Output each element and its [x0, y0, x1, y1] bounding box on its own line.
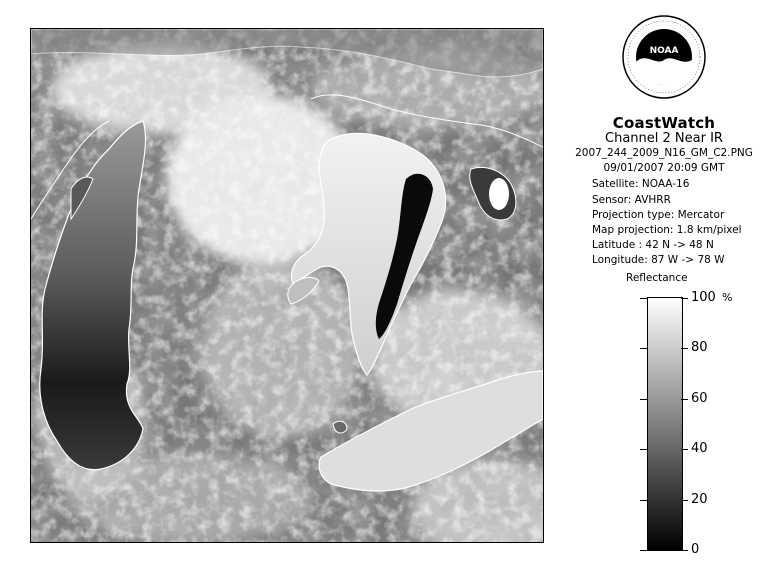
noaa-logo [621, 14, 707, 100]
satellite-label: Satellite: NOAA-16 [592, 178, 690, 190]
colorbar-tick-label: 0 [691, 542, 700, 557]
colorbar-tick-label: 80 [691, 340, 708, 356]
colorbar [647, 297, 683, 551]
logo-text: NOAA [649, 46, 679, 56]
colorbar-tick-label: 100 [691, 290, 716, 305]
georgian-bay-bright [489, 178, 509, 210]
longitude-label: Longitude: 87 W -> 78 W [592, 254, 725, 266]
colorbar-tick [681, 550, 688, 551]
colorbar-tick [640, 449, 647, 450]
latitude-label: Latitude : 42 N -> 48 N [592, 239, 714, 251]
colorbar-tick [640, 348, 647, 349]
colorbar-tick [640, 550, 647, 551]
colorbar-tick [640, 500, 647, 501]
map-projection-label: Map projection: 1.8 km/pixel [592, 224, 742, 236]
colorbar-tick [681, 298, 688, 299]
product-title: CoastWatch [612, 114, 716, 132]
sensor-label: Sensor: AVHRR [592, 194, 671, 206]
colorbar-unit: % [722, 291, 733, 304]
colorbar-tick [640, 399, 647, 400]
colorbar-title: Reflectance [626, 272, 688, 284]
projection-type-label: Projection type: Mercator [592, 209, 725, 221]
colorbar-tick [681, 500, 688, 501]
colorbar-tick-label: 20 [691, 491, 708, 507]
colorbar-tick [681, 348, 688, 349]
colorbar-tick-label: 40 [691, 441, 708, 457]
channel-label: Channel 2 Near IR [605, 131, 723, 146]
colorbar-tick [640, 298, 647, 299]
file-name: 2007_244_2009_N16_GM_C2.PNG [575, 147, 753, 159]
colorbar-tick [681, 449, 688, 450]
colorbar-tick [681, 399, 688, 400]
satellite-image [30, 28, 544, 543]
acquisition-datetime: 09/01/2007 20:09 GMT [603, 162, 725, 174]
colorbar-tick-label: 60 [691, 390, 708, 406]
